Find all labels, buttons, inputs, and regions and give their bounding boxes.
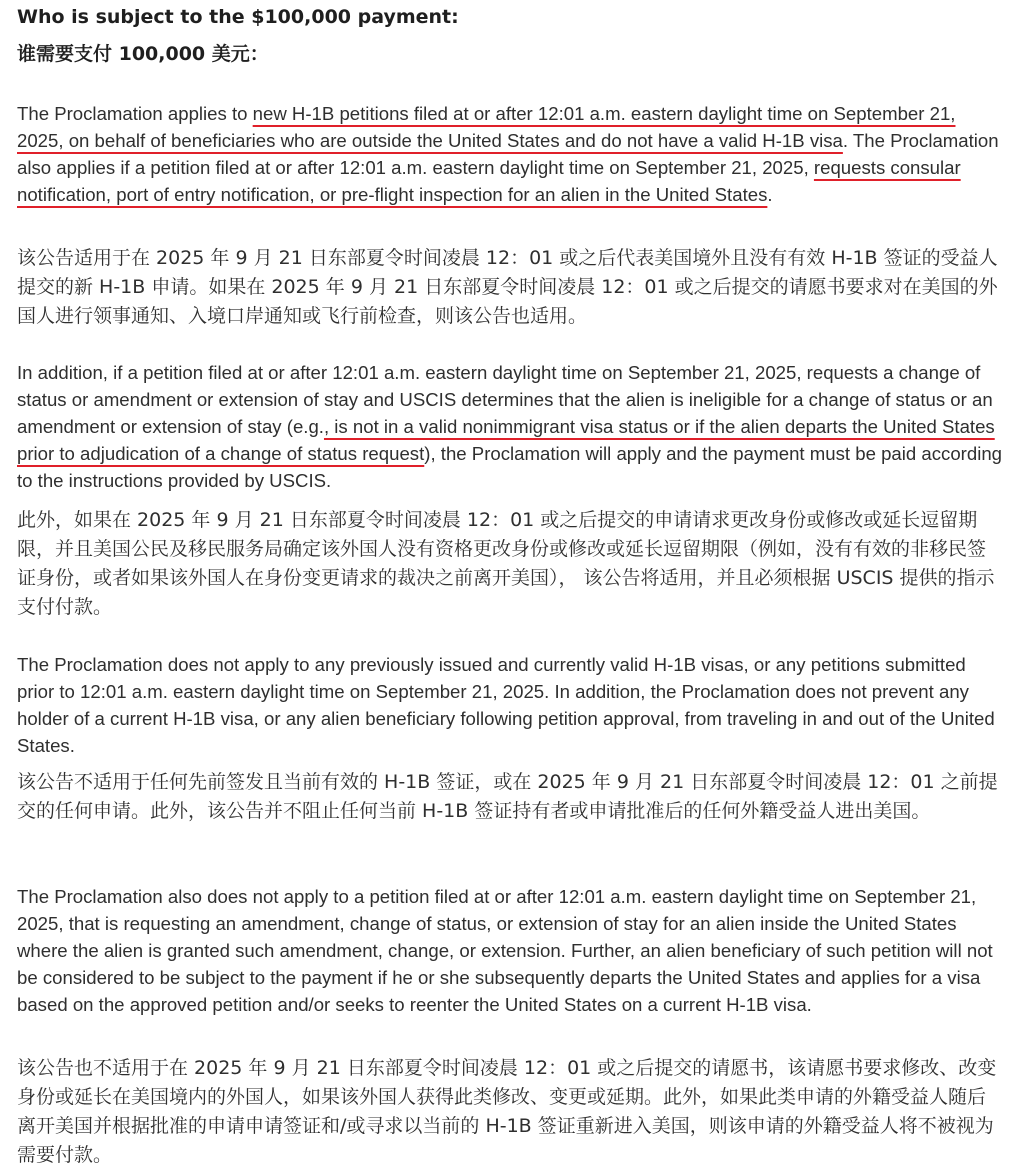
paragraph-1-zh: 该公告适用于在 2025 年 9 月 21 日东部夏令时间凌晨 12：01 或之后代表美国境外且没有有效 H-1B 签证的受益人提交的新 H-1B 申请。如果在 2025 年 9 月 21 日东部夏令时间凌晨 12：01 或之后提交的请愿书要求对在美国的外国人进行领事通知、入境口岸通知或飞行前检查，则该公告也适用。	[17, 247, 998, 327]
highlighted-text: , is not in a valid nonimmigrant visa status or if the alien departs the United States prior to adjudication of a change of status request	[17, 416, 995, 464]
text: .	[767, 184, 773, 205]
heading-en: Who is subject to the $100,000 payment:	[17, 6, 459, 28]
text: In addition, if a petition filed at or after 12:01 a.m. eastern daylight time on September 21, 2025, requests a change of status or amendment or extension of stay and USCIS determines that the alien is ineligible for a change of status or an amendment or extension of stay (e.g.	[17, 362, 993, 437]
highlighted-text: requests consular notification, port of entry notification, or pre-flight inspection for an alien in the United States	[17, 157, 961, 205]
paragraph-2-zh: 此外，如果在 2025 年 9 月 21 日东部夏令时间凌晨 12：01 或之后提交的申请请求更改身份或修改或延长逗留期限，并且美国公民及移民服务局确定该外国人没有资格更改身份或修改或延长逗留期限（例如，没有有效的非移民签证身份，或者如果该外国人在身份变更请求的裁决之前离开美国）， 该公告将适用，并且必须根据 USCIS 提供的指示支付付款。	[17, 509, 995, 618]
paragraph-1-en	[17, 100, 1002, 208]
paragraph-4-en: The Proclamation also does not apply to a petition filed at or after 12:01 a.m. eastern daylight time on September 21, 2025, that is requesting an amendment, change of status, or extension of stay for an alien inside the United States where the alien is granted such amendment, change, or extension. Further, an alien beneficiary of such petition will not be considered to be subject to the payment if he or she subsequently departs the United States and applies for a visa based on the approved petition and/or seeks to reenter the United States on a current H-1B visa.	[17, 886, 993, 1015]
highlighted-text: new H-1B petitions filed at or after 12:01 a.m. eastern daylight time on September 21, 2025, on behalf of beneficiaries who are outside the United States and do not have a valid H-1B visa	[17, 103, 956, 151]
paragraph-2-en	[17, 359, 1002, 494]
text: . The Proclamation also applies if a petition filed at or after 12:01 a.m. eastern daylight time on September 21, 2025,	[17, 130, 999, 178]
paragraph-3-zh: 该公告不适用于任何先前签发且当前有效的 H-1B 签证，或在 2025 年 9 月 21 日东部夏令时间凌晨 12：01 之前提交的任何申请。此外，该公告并不阻止任何当前 H-1B 签证持有者或申请批准后的任何外籍受益人进出美国。	[17, 771, 998, 822]
paragraph-4-zh: 该公告也不适用于在 2025 年 9 月 21 日东部夏令时间凌晨 12：01 或之后提交的请愿书，该请愿书要求修改、改变身份或延长在美国境内的外国人，如果该外国人获得此类修改、变更或延期。此外，如果此类申请的外籍受益人随后离开美国并根据批准的申请申请签证和/或寻求以当前的 H-1B 签证重新进入美国，则该申请的外籍受益人将不被视为需要付款。	[17, 1057, 997, 1166]
heading-zh: 谁需要支付 100,000 美元：	[17, 43, 269, 65]
text: The Proclamation applies to	[17, 103, 253, 124]
paragraph-3-en: The Proclamation does not apply to any previously issued and currently valid H-1B visas, or any petitions submitted prior to 12:01 a.m. eastern daylight time on September 21, 2025. In addition, the Proclamation does not prevent any holder of a current H-1B visa, or any alien beneficiary following petition approval, from traveling in and out of the United States.	[17, 654, 995, 756]
text: ), the Proclamation will apply and the payment must be paid according to the instructions provided by USCIS.	[17, 443, 1003, 491]
